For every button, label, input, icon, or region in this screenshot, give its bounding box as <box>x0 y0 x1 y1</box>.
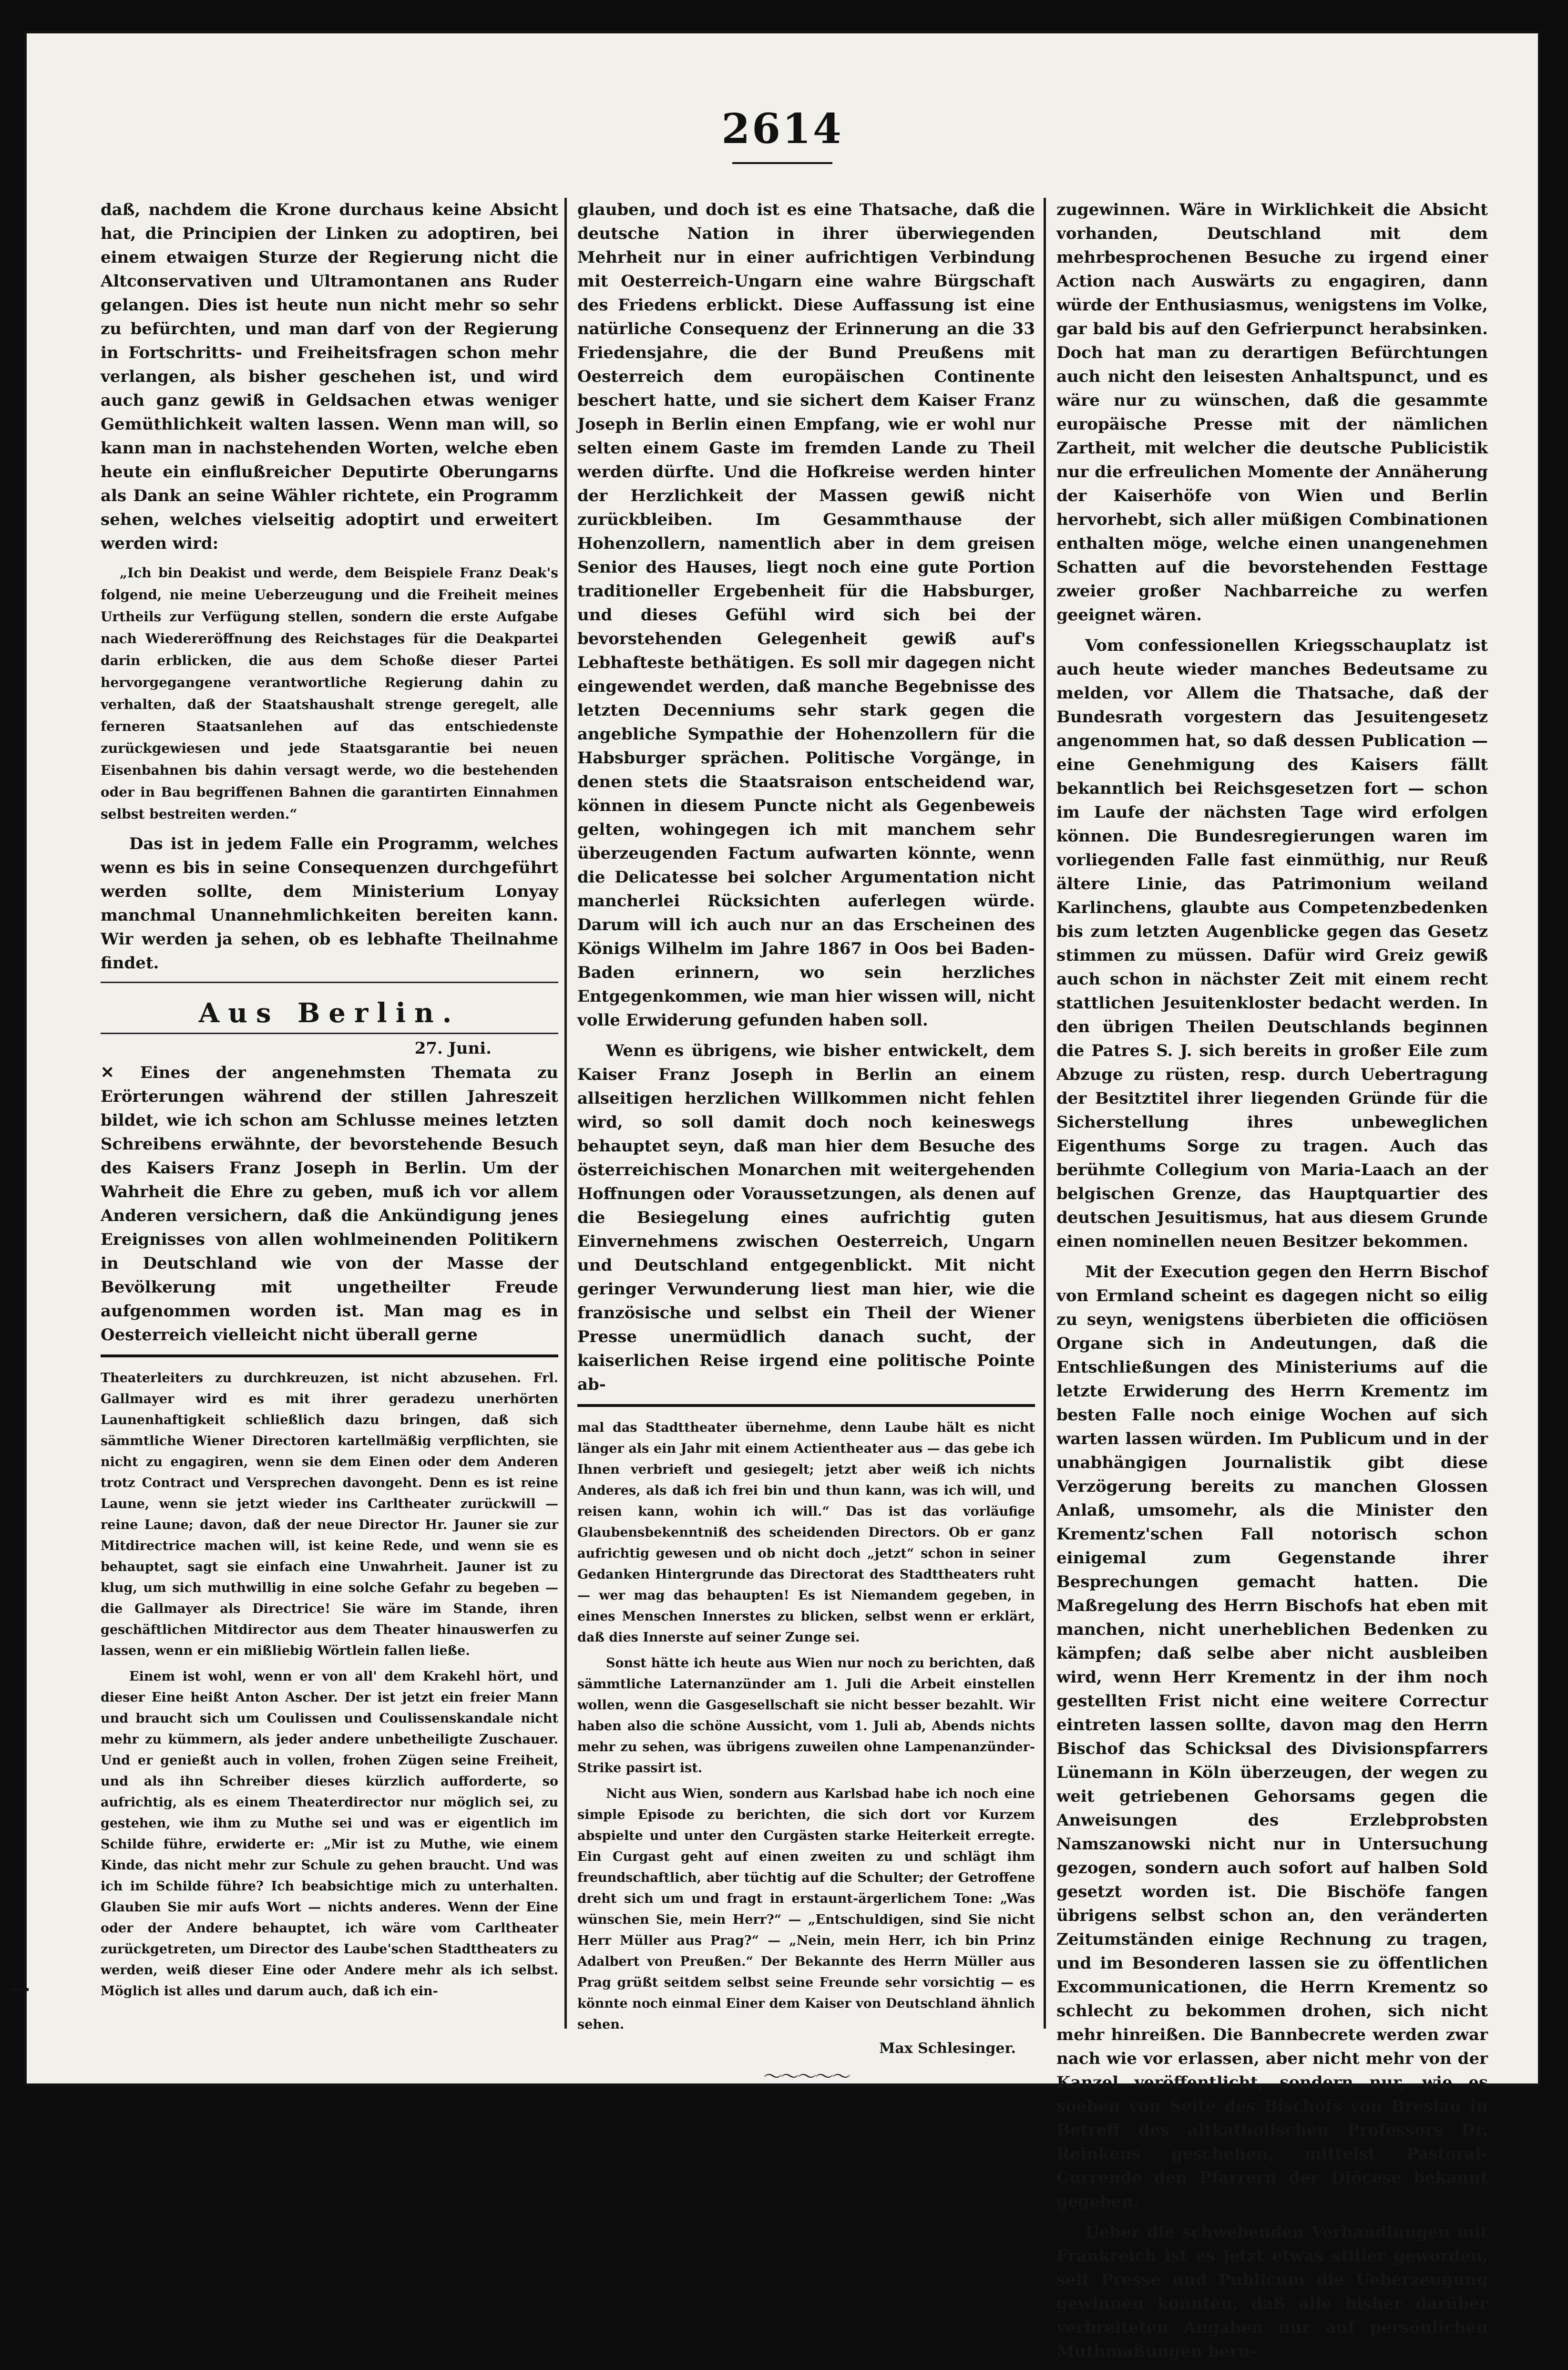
section-rule-bottom <box>101 1033 558 1034</box>
feuilleton-paragraph: Sonst hätte ich heute aus Wien nur noch zu berichten, daß sämmtliche Laternanzünder am 1. Juli die Arbeit einstellen wollen, wenn die Gasgesellschaft sie nicht besser bezahlt. Wir haben also die schöne Aussicht, vom 1. Juli ab, Abends nichts mehr zu sehen, was übrigens zuweilen ohne Lampenanzünder-Strike passirt ist. <box>577 1656 1035 1775</box>
article-paragraph: Wenn es übrigens, wie bisher entwickelt, dem Kaiser Franz Joseph in Berlin an einem allseitigen herzlichen Willkommen nicht fehlen wird, so soll damit doch noch keineswegs behauptet seyn, daß man hier dem Besuche des österreichischen Monarchen mit weitergehenden Hoffnungen oder Voraussetzungen, als denen auf die Besiegelung eines aufrichtig guten Einvernehmens zwischen Oesterreich, Ungarn und Deutschland entgegenblickt. Mit nicht geringer Verwunderung liest man hier, wie die französische und selbst ein Theil der Wiener Presse unermüdlich danach sucht, der kaiserlichen Reise irgend eine politische Pointe ab- <box>577 1041 1035 1394</box>
feuilleton-paragraph: Theaterleiters zu durchkreuzen, ist nicht abzusehen. Frl. Gallmayer wird es mit ihrer geradezu unerhörten Launenhaftigkeit schließlich dazu bringen, daß sich sämmtliche Wiener Directoren kartellmäßig verpflichten, sie nicht zu engagiren, wenn sie dem Einen oder dem Anderen trotz Contract und Versprechen davongeht. Denn es ist reine Laune, wenn sie jetzt wieder ins Carltheater zurückwill — reine Laune; davon, daß der neue Director Hr. Jauner sie zur Mitdirectrice machen will, ist keine Rede, und wenn sie es behauptet, sagt sie einfach eine Unwahrheit. Jauner ist zu klug, um sich muthwillig in eine solche Gefahr zu begeben — die Gallmayer als Directrice! Sie wäre im Stande, ihren geschäftlichen Mitdirector aus dem Theater hinauswerfen zu lassen, wenn er ein mißliebig Wörtlein fallen ließe. <box>101 1371 558 1658</box>
article-paragraph: zugewinnen. Wäre in Wirklichkeit die Absicht vorhanden, Deutschland mit dem mehrbesprochenen Besuche zu irgend einer Action nach Auswärts zu engagiren, dann würde der Enthusiasmus, wenigstens im Volke, gar bald bis auf den Gefrierpunct herabsinken. Doch hat man zu derartigen Befürchtungen auch nicht den leisesten Anhaltspunct, und es wäre nur zu wünschen, daß die gesammte europäische Presse mit der nämlichen Zartheit, mit welcher die deutsche Publicistik nur die erfreulichen Momente der Annäherung der Kaiserhöfe von Wien und Berlin hervorhebt, sich aller müßigen Combinationen enthalten möge, welche einen unangenehmen Schatten auf die bevorstehenden Festtage zweier großer Nachbarreiche zu werfen geeignet wären. <box>1056 200 1488 625</box>
article-paragraph: ✕ Eines der angenehmsten Themata zu Erörterungen während der stillen Jahreszeit bildet, wie ich schon am Schlusse meines letzten Schreibens erwähnte, der bevorstehende Besuch des Kaisers Franz Joseph in Berlin. Um der Wahrheit die Ehre zu geben, muß ich vor allem Anderen versichern, daß die Ankündigung jenes Ereignisses von allen wohlmeinenden Politikern in Deutschland wie von der Masse der Bevölkerung mit ungetheilter Freude aufgenommen worden ist. Man mag es in Oesterreich vielleicht nicht überall gerne <box>101 1063 558 1344</box>
column-2 <box>577 198 1035 2089</box>
section-heading: Aus Berlin. <box>198 997 461 1029</box>
article-paragraph: glauben, und doch ist es eine Thatsache, daß die deutsche Nation in ihrer überwiegenden Mehrheit nur in einer aufrichtigen Verbindung mit Oesterreich-Ungarn eine wahre Bürgschaft des Friedens erblickt. Diese Auffassung ist eine natürliche Consequenz der Erinnerung an die 33 Friedensjahre, die der Bund Preußens mit Oesterreich dem europäischen Continente beschert hatte, und sie sichert dem Kaiser Franz Joseph in Berlin einen Empfang, wie er wohl nur selten einem Gaste im fremden Lande zu Theil werden dürfte. Und die Hofkreise werden hinter der Herzlichkeit der Massen gewiß nicht zurückbleiben. Im Gesammthause der Hohenzollern, namentlich aber in dem greisen Senior des Hauses, liegt noch eine gute Portion traditioneller Ergebenheit für die Habsburger, und dieses Gefühl wird sich bei der bevorstehenden Gelegenheit gewiß auf's Lebhafteste bethätigen. Es soll mir dagegen nicht eingewendet werden, daß manche Begebnisse des letzten Decenniums sehr stark gegen die angebliche Sympathie der Hohenzollern für die Habsburger sprächen. Politische Vorgänge, in denen stets die Staatsraison entscheidend war, können in diesem Puncte nicht als Gegenbeweis gelten, wohingegen ich mit manchem sehr überzeugenden Factum aufwarten könnte, wenn die Delicatesse bei solcher Argumentation nicht mancherlei Rücksichten auferlegen würde. Darum will ich auch nur an das Erscheinen des Königs Wilhelm im Jahre 1867 in Oos bei Baden-Baden erinnern, wo sein herzliches Entgegenkommen, wie man hier wissen will, nicht volle Erwiderung gefunden haben soll. <box>577 200 1035 1030</box>
feuilleton-rule <box>101 1354 558 1357</box>
article-paragraph: Ueber die schwebenden Verhandlungen mit Frankreich ist es jetzt etwas stiller geworden, seit Presse und Publicum die Ueberzeugung gewinnen konnten, daß alle bisher darüber verbreiteten Angaben nur auf persönlichen Muthmaßungen beru- <box>1056 2223 1488 2361</box>
article-paragraph: daß, nachdem die Krone durchaus keine Absicht hat, die Principien der Linken zu adoptiren, bei einem etwaigen Sturze der Regierung nicht die Altconservativen und Ultramontanen ans Ruder gelangen. Dies ist heute nun nicht mehr so sehr zu befürchten, und man darf von der Regierung in Fortschritts- und Freiheitsfragen schon mehr verlangen, als bisher geschehen ist, und wird auch ganz gewiß in Geldsachen etwas weniger Gemüthlichkeit walten lassen. Wenn man will, so kann man in nachstehenden Worten, welche eben heute ein einflußreicher Deputirte Oberungarns als Dank an seine Wähler richtete, ein Programm sehen, welches vielseitig adoptirt und erweitert werden wird: <box>101 200 558 553</box>
dateline: 27. Juni. <box>414 1039 492 1058</box>
article-paragraph: Vom confessionellen Kriegsschauplatz ist auch heute wieder manches Bedeutsame zu melden, vor Allem die Thatsache, daß der Bundesrath vorgestern das Jesuitengesetz angenommen hat, so daß dessen Publication — eine Genehmigung des Kaisers fällt bekanntlich bei Reichsgesetzen fort — schon im Laufe der nächsten Tage wird erfolgen können. Die Bundesregierungen waren im vorliegenden Falle fast einmüthig, nur Reuß ältere Linie, das Patrimonium weiland Karlinchens, glaubte aus Competenzbedenken bis zum letzten Augenblicke gegen das Gesetz stimmen zu müssen. Dafür wird Greiz gewiß auch schon in nächster Zeit mit einem recht stattlichen Jesuitenkloster bedacht werden. In den übrigen Theilen Deutschlands beginnen die Patres S. J. sich bereits in großer Eile zum Abzuge zu rüsten, resp. durch Uebertragung der Besitztitel ihrer liegenden Gründe für die Sicherstellung ihres unbeweglichen Eigenthums Sorge zu tragen. Auch das berühmte Collegium von Maria-Laach an der belgischen Grenze, das Hauptquartier des deutschen Jesuitismus, hat aus diesem Grunde einen nominellen neuen Besitzer bekommen. <box>1056 636 1488 1251</box>
newspaper-page <box>27 33 1538 2361</box>
article-paragraph: Mit der Execution gegen den Herrn Bischof von Ermland scheint es dagegen nicht so eilig zu seyn, wenigstens überbieten die officiösen Organe sich in Andeutungen, daß die Entschließungen des Ministeriums auf die letzte Erwiderung des Herrn Krementz im besten Falle noch einige Wochen auf sich warten lassen würden. Im Publicum und in der unabhängigen Journalistik gibt diese Verzögerung bereits zu manchen Glossen Anlaß, umsomehr, als die Minister den Krementz'schen Fall notorisch schon einigemal zum Gegenstande ihrer Besprechungen gemacht hatten. Die Maßregelung des Herrn Bischofs hat eben mit manchen, nicht unerheblichen Bedenken zu kämpfen; daß selbe aber nicht ausbleiben wird, wenn Herr Krementz in der ihm noch gestellten Frist nicht eine weitere Correctur eintreten lassen sollte, davon mag den Herrn Bischof das Schicksal des Divisionspfarrers Lünemann in Köln überzeugen, der wegen zu weit getriebenen Gehorsams gegen die Anweisungen des Erzlebprobsten Namszanowski nicht nur in Untersuchung gezogen, sondern auch sofort auf halben Sold gesetzt worden ist. Die Bischöfe fangen übrigens selbst schon an, den veränderten Zeitumständen einige Rechnung zu tragen, und im Besonderen lassen sie zu öffentlichen Excommunicationen, die Herrn Krementz so schlecht zu bekommen drohen, sich nicht mehr hinreißen. Die Bannbecrete werden zwar nach wie vor erlassen, aber nicht mehr von der Kanzel veröffentlicht, sondern nur, wie es soeben von Seite des Bischofs von Breslau in Betreff des altkatholischen Professors Dr. Reinkens geschehen, mittelst Pastoral-Currende den Pfarrern der Diöcese bekannt gegeben. <box>1056 1262 1488 2211</box>
page-number: 2614 <box>721 105 843 153</box>
feuilleton-paragraph: Einem ist wohl, wenn er von all' dem Krakehl hört, und dieser Eine heißt Anton Ascher. Der ist jetzt ein freier Mann und braucht sich um Coulissen und Coulissenskandale nicht mehr zu kümmern, als jeder andere unbetheiligte Zuschauer. Und er genießt auch in vollen, frohen Zügen seine Freiheit, und als ihn Schreiber dieses kürzlich aufforderte, so aufrichtig, als es einem Theaterdirector nur möglich sei, zu gestehen, wie ihm zu Muthe sei und was er eigentlich im Schilde führe, erwiderte er: „Mir ist zu Muthe, wie einem Kinde, das nicht mehr zur Schule zu gehen braucht. Und was ich im Schilde führe? Ich beabsichtige mich zu unterhalten. Glauben Sie mir aufs Wort — nichts anderes. Wenn der Eine oder der Andere behauptet, ich wäre vom Carltheater zurückgetreten, um Director des Laube'schen Stadttheaters zu werden, weiß dieser Eine oder Andere mehr als ich selbst. Möglich ist alles und darum auch, daß ich ein- <box>101 1669 558 1999</box>
end-ornament: ～～～～～ <box>763 2066 849 2088</box>
scan-edge-mark <box>10 1988 29 1991</box>
quoted-program: „Ich bin Deakist und werde, dem Beispiele Franz Deak's folgend, nie meine Ueberzeugung und die Freiheit meines Urtheils zur Verfügung stellen, sondern die erste Aufgabe nach Wiedereröffnung des Reichstages für die Deakpartei darin erblicken, die aus dem Schoße dieser Partei hervorgegangene verantwortliche Regierung dahin zu verhalten, daß der Staatshaushalt strenge geregelt, alle ferneren Staatsanlehen auf das entschiedenste zurückgewiesen und jede Staatsgarantie bei neuen Eisenbahnen bis dahin versagt werde, wo die bestehenden oder in Bau begriffenen Bahnen die garantirten Einnahmen selbst bestreiten werden.“ <box>101 565 558 822</box>
article-paragraph: Das ist in jedem Falle ein Programm, welches wenn es bis in seine Consequenzen durchgeführt werden sollte, dem Ministerium Lonyay manchmal Unannehmlichkeiten bereiten kann. Wir werden ja sehen, ob es lebhafte Theilnahme findet. <box>101 834 558 973</box>
feuilleton-paragraph: mal das Stadttheater übernehme, denn Laube hält es nicht länger als ein Jahr mit einem Actientheater aus — das gebe ich Ihnen verbrieft und gesiegelt; jetzt aber weiß ich nichts Anderes, als daß ich frei bin und thun kann, was ich will, und reisen kann, wohin ich will.“ Das ist das vorläufige Glaubensbekenntniß des scheidenden Directors. Ob er ganz aufrichtig gewesen und ob nicht doch „jetzt“ schon in seiner Gedanken Hintergrunde das Directorat des Stadttheaters ruht — wer mag das behaupten! Es ist Niemandem gegeben, in eines Menschen Innerstes zu blicken, selbst wenn er erklärt, daß dies Innerste auf seiner Zunge sei. <box>577 1420 1035 1645</box>
column-divider-2 <box>1044 198 1046 2029</box>
author-signature: Max Schlesinger. <box>879 2040 1016 2057</box>
feuilleton-paragraph: Nicht aus Wien, sondern aus Karlsbad habe ich noch eine simple Episode zu berichten, die sich dort vor Kurzem abspielte und unter den Curgästen starke Heiterkeit erregte. Ein Curgast geht auf einen zweiten zu und schlägt ihm freundschaftlich, aber tüchtig auf die Schulter; der Getroffene dreht sich um und fragt in erstaunt-ärgerlichem Tone: „Was wünschen Sie, mein Herr?“ — „Entschuldigen, sind Sie nicht Herr Müller aus Prag?“ — „Nein, mein Herr, ich bin Prinz Adalbert von Preußen.“ Der Bekannte des Herrn Müller aus Prag grüßt seitdem selbst seine Freunde sehr vorsichtig — es könnte noch einmal Einer dem Kaiser von Deutschland ähnlich sehen. <box>577 1786 1035 2032</box>
feuilleton-rule <box>577 1404 1035 1407</box>
column-3 <box>1056 198 1488 2370</box>
column-1 <box>101 198 558 2007</box>
page-number-rule <box>732 162 832 167</box>
column-divider-1 <box>564 198 567 2029</box>
section-rule-top <box>101 982 558 983</box>
